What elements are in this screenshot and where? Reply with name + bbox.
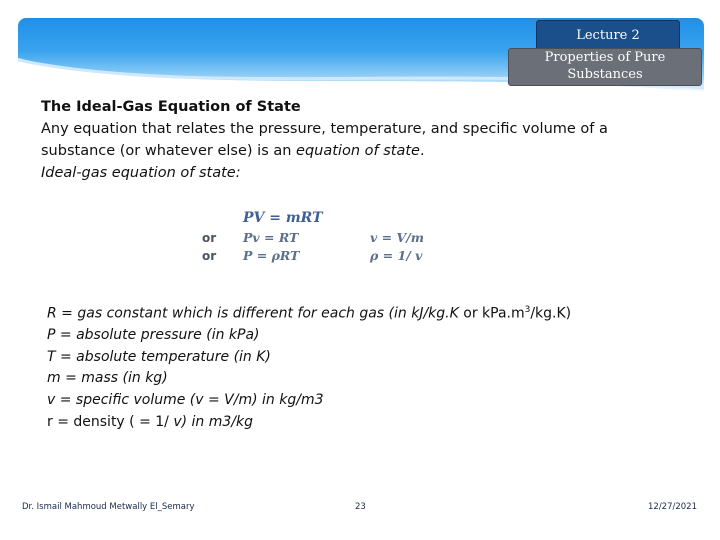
topic-label-box (508, 48, 702, 86)
equation-density: ρ = 1/ v (370, 248, 423, 263)
lecture-label: Lecture 2 (536, 20, 680, 50)
intro-line-2-emphasis: equation of state (296, 143, 420, 159)
section-title: The Ideal-Gas Equation of State (41, 99, 301, 115)
footer-author: Dr. Ismail Mahmoud Metwally El_Semary (22, 502, 195, 512)
definition-r-alt-unit: or kPa.m (463, 305, 525, 322)
equation-specific-volume: v = V/m (370, 230, 424, 245)
definition-density-italic: v) in m3/kg (173, 413, 254, 430)
definition-r (47, 300, 687, 325)
definitions-list (47, 300, 687, 433)
equation-block (196, 208, 456, 272)
definition-t: T = absolute temperature (in K) (47, 348, 271, 365)
intro-line-3: Ideal-gas equation of state: (41, 165, 241, 181)
footer-page-number: 23 (355, 502, 366, 512)
equation-or-1: or (202, 231, 217, 245)
equation-main: PV = mRT (243, 210, 323, 226)
intro-text (41, 96, 681, 184)
topic-label-line2: Substances (567, 67, 643, 82)
definition-density-prefix: r = density ( = 1/ (47, 413, 174, 430)
intro-line-2-prefix: substance (or whatever else) is an (41, 143, 297, 159)
definition-p: P = absolute pressure (in kPa) (47, 327, 260, 344)
definition-density (47, 412, 687, 434)
footer-date: 12/27/2021 (648, 502, 697, 512)
definition-r-suffix: /kg.K) (530, 305, 572, 322)
intro-line-1: Any equation that relates the pressure, temperature, and specific volume of a (41, 121, 608, 137)
equation-or-2: or (202, 249, 217, 263)
definition-r-superscript: 3 (524, 305, 531, 315)
intro-line-2-suffix: . (419, 143, 425, 159)
equation-density-form: P = ρRT (243, 248, 300, 263)
equation-pv-rt: Pv = RT (243, 230, 299, 245)
definition-r-main: R = gas constant which is different for each gas (in kJ/kg.K (47, 305, 464, 322)
definition-m: m = mass (in kg) (47, 370, 168, 387)
definition-v: v = specific volume (v = V/m) in kg/m3 (47, 392, 324, 409)
intro-line-2 (41, 140, 681, 162)
topic-label-line1: Properties of Pure (544, 50, 666, 65)
